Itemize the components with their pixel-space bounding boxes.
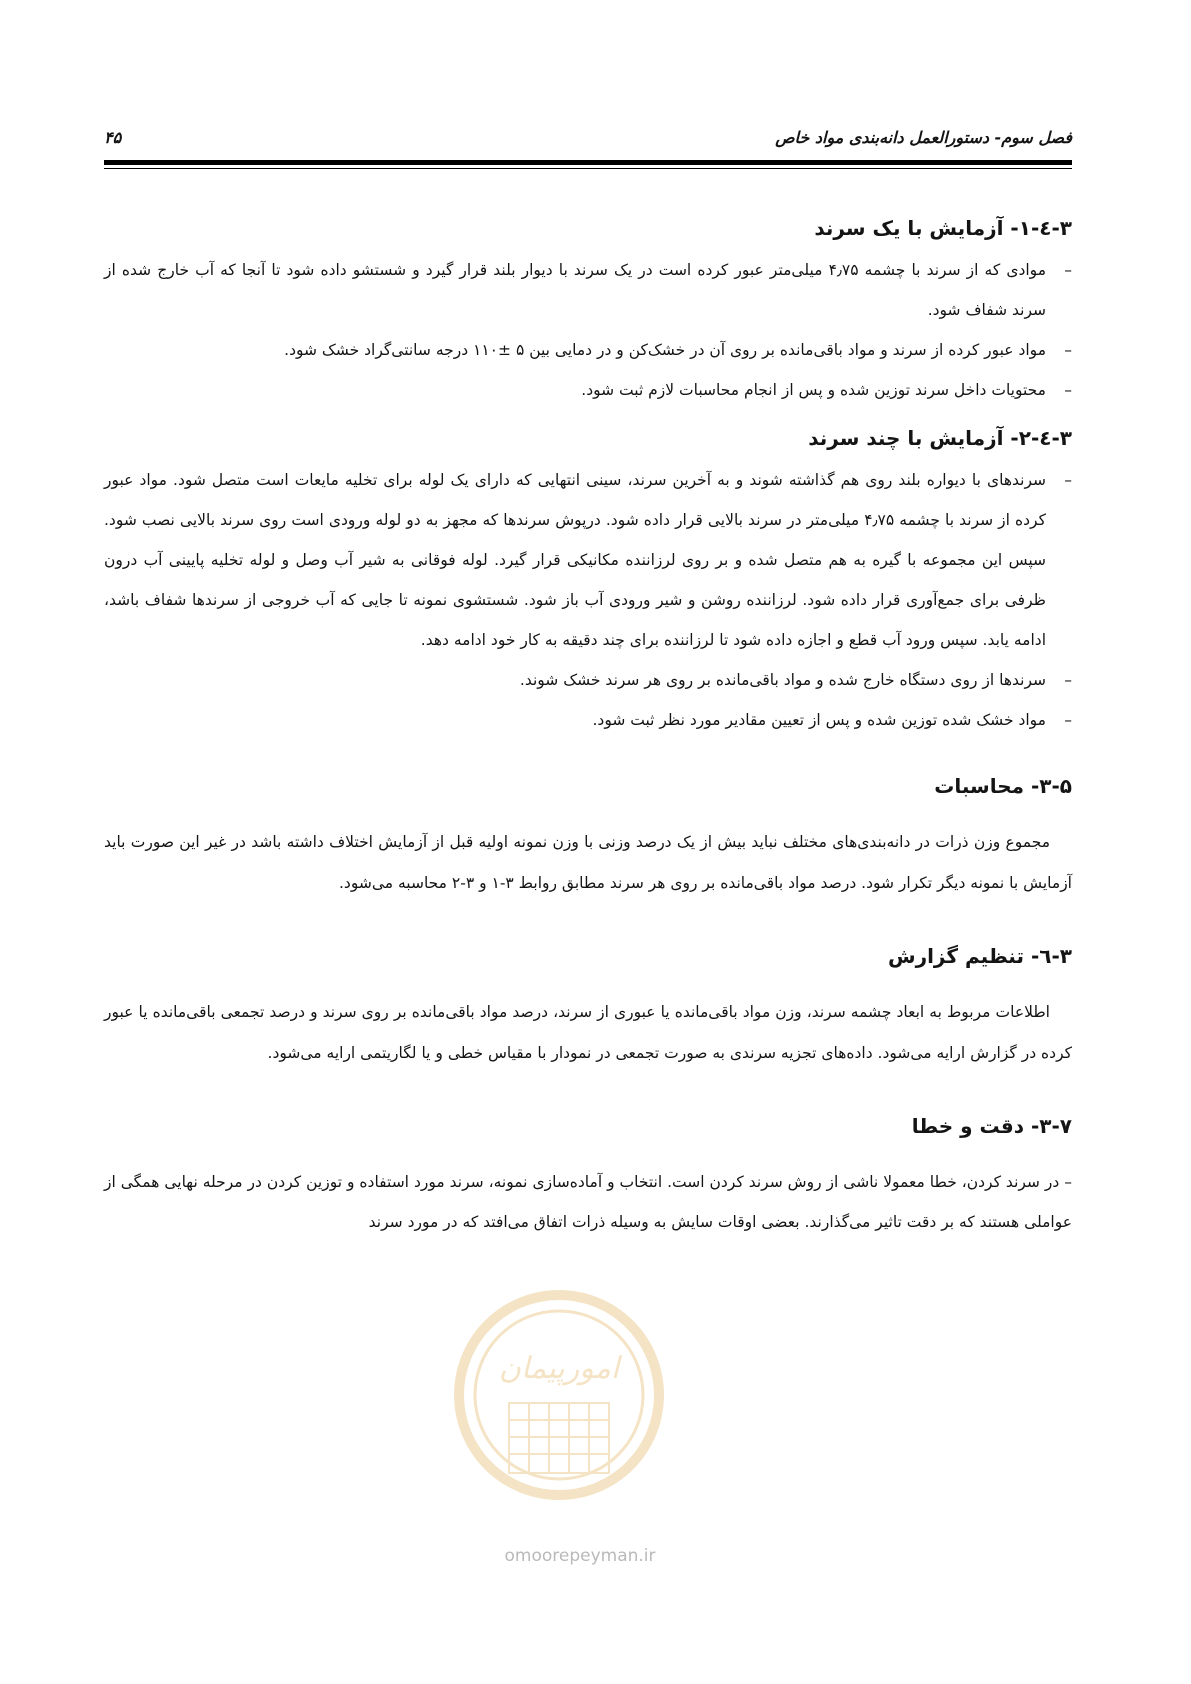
list-item-text: مواد خشک شده توزین شده و پس از تعیین مقادیر مورد نظر ثبت شود. xyxy=(592,711,1046,729)
header-rule-thin xyxy=(104,168,1072,169)
page-number: ۴۵ xyxy=(104,128,122,147)
dash-bullet: – xyxy=(1064,471,1072,489)
section-heading-3-4-2: ۳-٤-۲- آزمایش با چند سرند xyxy=(808,426,1072,450)
header-rule-thick xyxy=(104,160,1072,165)
dash-bullet: – xyxy=(1064,711,1072,729)
list-3-4-2 xyxy=(104,460,1072,740)
section-heading-3-6: ۳-٦- تنظیم گزارش xyxy=(887,944,1072,968)
list-item xyxy=(104,700,1072,740)
paragraph-report: اطلاعات مربوط به ابعاد چشمه سرند، وزن مواد باقی‌مانده یا عبوری از سرند، درصد مواد باقی‌مانده بر روی سرند و درصد تجمعی باقی‌مانده یا عبور کرده در گزارش ارایه می‌شود. داده‌های تجزیه سرندی به صورت تجمعی در نمودار با مقیاس خطی و یا لگاریتمی ارایه می‌شود. xyxy=(104,1003,1072,1062)
watermark-logo xyxy=(447,1283,671,1515)
list-3-4-1 xyxy=(104,250,1072,410)
watermark-url: omoorepeyman.ir xyxy=(504,1546,656,1566)
list-item-text: مواد‌ی که از سرند با چشمه ۴٫۷۵ میلی‌متر عبور کرده است در یک سرند با دیوار بلند قرار گیرد و شستشو داده شود تا آنجا که آب خارج شده از سرند شفاف شود. xyxy=(104,261,1046,319)
paragraph-precision: – در سرند کردن، خطا معمولا ناشی از روش سرند کردن است. انتخاب و آماده‌سازی نمونه، سرند مورد استفاده و توزین کردن در مرحله نهایی همگی از عواملی هستند که بر دقت تاثیر می‌گذارند. بعضی اوقات سایش به وسیله ذرات اتفاق می‌افتد که در مورد سرند xyxy=(104,1173,1072,1231)
list-item xyxy=(104,460,1072,660)
watermark-logo-text: امورپیمان xyxy=(498,1351,620,1386)
list-item xyxy=(104,370,1072,410)
dash-bullet: – xyxy=(1064,671,1072,689)
list-item-text: سرندها از روی دستگاه خارج شده و مواد باقی‌مانده بر روی هر سرند خشک شوند. xyxy=(519,671,1046,689)
list-item xyxy=(104,330,1072,370)
dash-bullet: – xyxy=(1064,261,1072,279)
watermark-gear-icon xyxy=(459,1295,659,1495)
paragraph-calculations: مجموع وزن ذرات در دانه‌بندی‌های مختلف نباید بیش از یک درصد وزنی با وزن نمونه اولیه قبل از آزمایش اختلاف داشته باشد در غیر این صورت باید آزمایش با نمونه دیگر تکرار شود. درصد مواد باقی‌مانده بر روی هر سرند مطابق روابط ۳-۱ و ۳-۲ محاسبه می‌شود. xyxy=(104,833,1072,892)
section-heading-3-5: ۳-۵- محاسبات xyxy=(934,774,1072,798)
chapter-title: فصل سوم- دستورالعمل دانه‌بندی مواد خاص xyxy=(775,128,1072,147)
page-content xyxy=(104,212,1072,1242)
page-header xyxy=(104,128,1072,152)
list-item xyxy=(104,660,1072,700)
watermark-grid-icon xyxy=(509,1403,609,1473)
list-item-text: محتویات داخل سرند توزین شده و پس از انجام محاسبات لازم ثبت شود. xyxy=(581,381,1046,399)
dash-bullet: – xyxy=(1064,381,1072,399)
list-item-text: سرندهای با دیواره بلند روی هم گذاشته شوند و به آخرین سرند، سینی انتهایی که دارای یک لوله برای تخلیه مایعات است متصل شود. مواد عبور کرده از سرند با چشمه ۴٫۷۵ میلی‌متر در سرند بالایی قرار داده شود. درپوش سرندها که مجهز به دو لوله ورودی است روی سرند بالایی نصب شود. سپس این مجموعه با گیره به هم متصل شده و بر روی لرزاننده مکانیکی قرار گیرد. لوله فوقانی به شیر آب وصل و لوله تخلیه پایینی آب درون ظرفی برای جمع‌آوری قرار داده شود. لرزاننده روشن و شیر ورودی آب باز شود. شستشوی نمونه تا جایی که آب خروجی از سرندها شفاف باشد، ادامه یابد. سپس ورود آب قطع و اجازه داده شود تا لرزاننده برای چند دقیقه به کار خود ادامه دهد. xyxy=(104,471,1046,649)
list-item xyxy=(104,250,1072,330)
section-heading-3-7: ۳-۷- دقت و خطا xyxy=(911,1114,1072,1138)
dash-bullet: – xyxy=(1064,341,1072,359)
list-item-text: مواد عبور کرده از سرند و مواد باقی‌مانده بر روی آن در خشک‌کن و در دمایی بین ۵ ±۱۱۰ درجه سانتی‌گراد خشک شود. xyxy=(284,341,1046,359)
section-heading-3-4-1: ۳-٤-۱- آزمایش با یک سرند xyxy=(814,216,1072,240)
